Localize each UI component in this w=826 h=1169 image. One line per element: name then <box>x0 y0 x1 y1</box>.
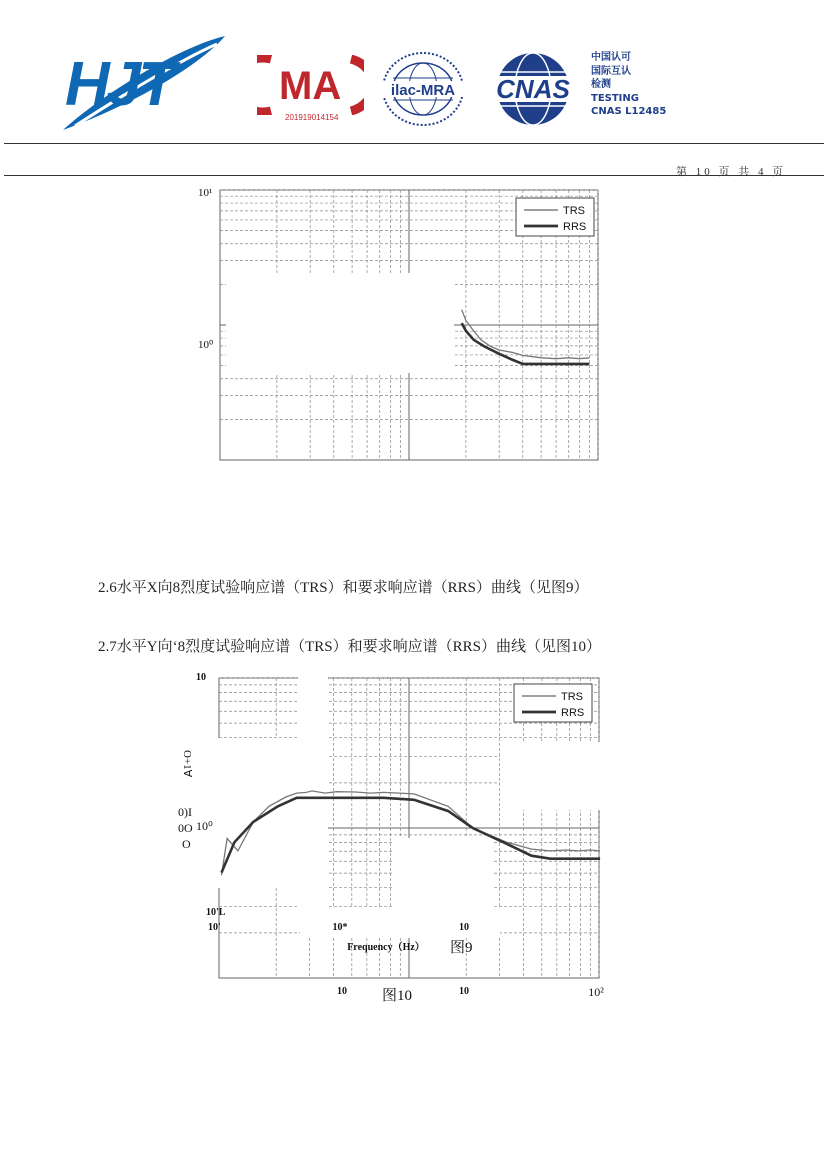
legend-label-trs: TRS <box>561 691 583 703</box>
blank-area-right <box>500 742 600 810</box>
y-axis-noise-3: O <box>182 837 191 851</box>
series-trs-line <box>462 310 590 359</box>
y-tick-label-top: 10 <box>196 672 206 683</box>
y-axis-noise-1: 0)I <box>178 805 192 819</box>
cnas-logo <box>482 50 584 128</box>
cnas-line-4: TESTING <box>591 92 639 104</box>
y-tick-label-low-2: 10' <box>208 922 221 933</box>
y-axis-label-rotated: O+1∀ <box>181 750 193 778</box>
chart-upper-legend <box>516 198 594 236</box>
svg-text:CNAS: CNAS <box>496 74 570 104</box>
cnas-line-3: 检测 <box>591 79 611 90</box>
x-axis-label: Frequency（Hz） <box>347 942 425 953</box>
svg-text:ilac-MRA: ilac-MRA <box>390 82 456 99</box>
header-rule-top <box>4 143 824 144</box>
x-tick-label-lower-2: 10 <box>459 986 469 997</box>
header-rule-bottom <box>4 175 824 176</box>
cma-logo <box>257 55 364 125</box>
svg-text:MA: MA <box>279 64 342 108</box>
paragraph-2-7: 2.7水平Y向‘8烈度试验响应谱（TRS）和要求响应谱（RRS）曲线（见图10） <box>98 639 601 655</box>
blank-area-column <box>298 676 328 912</box>
cnas-line-1: 中国认可 <box>591 52 631 63</box>
x-tick-label-1: 10* <box>332 922 348 933</box>
hjt-logo-text: HJT <box>65 50 174 119</box>
paragraph-2-6: 2.6水平X向8烈度试验响应谱（TRS）和要求响应谱（RRS）曲线（见图9） <box>98 580 589 596</box>
redacted-area <box>226 273 454 373</box>
response-spectrum-chart-lower <box>170 668 620 1008</box>
y-tick-label-mid: 10⁰ <box>198 339 214 351</box>
y-tick-label-mid: 10⁰ <box>196 819 213 833</box>
x-tick-label-lower-1: 10 <box>337 986 347 997</box>
cma-number: 201919014154 <box>285 113 339 122</box>
x-tick-label-lower-3: 10² <box>588 985 604 999</box>
response-spectrum-chart-upper <box>190 178 610 463</box>
figure-caption-9: 图9 <box>450 940 473 956</box>
x-tick-label-2: 10 <box>459 922 469 933</box>
y-tick-label-low-1: 10'L <box>206 907 226 918</box>
y-tick-label-top: 10¹ <box>198 187 213 199</box>
blank-area-axis <box>300 908 500 938</box>
y-axis-noise-2: 0O <box>178 821 193 835</box>
legend-label-trs: TRS <box>563 205 585 217</box>
cnas-accreditation-text <box>591 51 666 119</box>
chart-lower-legend <box>514 684 592 722</box>
figure-caption-10: 图10 <box>382 988 413 1004</box>
cnas-line-2: 国际互认 <box>591 65 631 77</box>
cma-mark-icon <box>257 55 364 115</box>
cnas-globe-icon <box>482 50 584 128</box>
legend-label-rrs: RRS <box>561 707 585 719</box>
ilac-globe-icon <box>380 50 466 128</box>
legend-label-rrs: RRS <box>563 221 587 233</box>
cnas-line-5: CNAS L12485 <box>591 106 667 117</box>
page-info: 第 10 页 共 4 页 <box>676 166 787 178</box>
ilac-mra-logo <box>380 50 466 128</box>
hjt-logo <box>55 30 227 134</box>
